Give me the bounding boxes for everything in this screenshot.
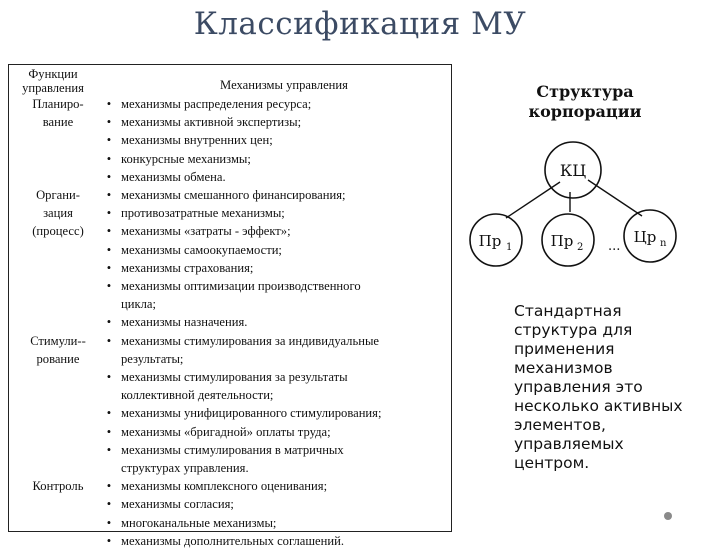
mechanism-text: структурах управления. <box>121 461 249 475</box>
mechanism-text: механизмы комплексного оценивания; <box>121 479 328 494</box>
mechanism-text: механизмы страхования; <box>121 260 254 275</box>
mechanism-text: многоканальные механизмы; <box>121 515 277 530</box>
mechanism-text: механизмы самоокупаемости; <box>121 242 282 257</box>
mechanism-text: цикла; <box>121 297 156 312</box>
node-2-subscript: 2 <box>577 242 584 253</box>
mechanism-text: механизмы назначения. <box>121 315 248 330</box>
function-label: Планиро- <box>32 97 84 111</box>
node-1-label: Пр <box>478 232 502 250</box>
mechanism-text: коллективной деятельности; <box>121 388 274 403</box>
mechanisms-header: Механизмы управления <box>220 78 348 92</box>
mechanism-text: механизмы обмена. <box>121 169 226 184</box>
functions-header-line-2: управления <box>22 81 84 95</box>
mechanism-text: результаты; <box>121 351 184 366</box>
mechanism-text: противозатратные механизмы; <box>121 206 285 221</box>
description-line: несколько активных <box>514 397 683 415</box>
node-n-label: Цр <box>633 228 657 246</box>
function-label: Стимули-- <box>30 333 86 348</box>
structure-title <box>470 82 700 122</box>
mechanism-text: механизмы смешанного финансирования; <box>121 188 346 202</box>
bullet-glyph: • <box>106 533 112 548</box>
function-label: Органи- <box>36 188 80 202</box>
bullet-glyph: • <box>106 188 112 202</box>
structure-description <box>514 302 714 473</box>
mechanism-text: конкурсные механизмы; <box>121 151 251 166</box>
bullet-glyph: • <box>106 133 112 148</box>
bullet-glyph: • <box>106 479 112 494</box>
mechanism-text: механизмы стимулирования в матричных <box>121 442 344 457</box>
mechanism-text: механизмы стимулирования за результаты <box>121 370 348 384</box>
bullet-glyph: • <box>106 406 112 421</box>
bullet-glyph: • <box>106 151 112 166</box>
bullet-glyph: • <box>106 279 112 293</box>
mechanism-text: механизмы распределения ресурса; <box>121 97 312 111</box>
corporation-structure-diagram <box>464 134 704 284</box>
function-label: вание <box>42 115 74 130</box>
mechanism-text: механизмы «бригадной» оплаты труда; <box>121 424 331 439</box>
function-label: Контроль <box>32 479 84 494</box>
bullet-glyph: • <box>106 224 112 239</box>
description-line: управляемых <box>514 435 624 453</box>
bullet-glyph: • <box>106 97 112 111</box>
functions-header-line-1: Функции <box>28 67 78 81</box>
mechanism-text: механизмы «затраты - эффект»; <box>121 224 291 239</box>
mechanism-text: механизмы внутренних цен; <box>121 133 273 148</box>
bullet-glyph: • <box>106 424 112 439</box>
bullet-glyph: • <box>106 497 112 512</box>
bullet-glyph: • <box>106 169 112 184</box>
bullet-glyph: • <box>106 242 112 257</box>
node-2-label: Пр <box>550 232 574 250</box>
bullet-glyph: • <box>106 333 112 348</box>
mechanism-text: механизмы оптимизации производственного <box>121 279 361 293</box>
bullet-glyph: • <box>106 206 112 221</box>
description-line: управления это <box>514 378 643 396</box>
bullet-glyph: • <box>106 315 112 330</box>
center-node-label: КЦ <box>559 161 587 180</box>
description-line: Стандартная <box>514 302 622 320</box>
description-line: центром. <box>514 454 590 472</box>
bullet-glyph: • <box>106 515 112 530</box>
function-label: (процесс) <box>32 224 84 239</box>
functions-header <box>13 67 93 95</box>
description-line: элементов, <box>514 416 606 434</box>
bullet-glyph: • <box>106 370 112 384</box>
description-line: механизмов <box>514 359 613 377</box>
mechanism-text: механизмы дополнительных соглашений. <box>121 533 345 548</box>
mechanism-text: механизмы активной экспертизы; <box>121 115 302 130</box>
node-n-subscript: n <box>660 238 667 249</box>
function-label: зация <box>43 206 73 221</box>
mechanism-text: механизмы согласия; <box>121 497 234 512</box>
bullet-glyph: • <box>106 260 112 275</box>
bullet-glyph: • <box>106 442 112 457</box>
nodes-ellipsis: ... <box>608 239 621 254</box>
mechanisms-table <box>8 64 452 548</box>
structure-title-line-2: корпорации <box>528 102 642 121</box>
node-1-subscript: 1 <box>506 242 513 253</box>
function-label: рование <box>36 351 80 366</box>
bullet-glyph: • <box>106 115 112 130</box>
slide-title: Классификация МУ <box>193 6 527 42</box>
description-line: применения <box>514 340 615 358</box>
structure-title-line-1: Структура <box>536 82 634 101</box>
slide-indicator-dot <box>664 512 672 520</box>
mechanism-text: механизмы стимулирования за индивидуальные <box>121 333 380 348</box>
mechanism-text: механизмы унифицированного стимулирования; <box>121 406 382 421</box>
description-line: структура для <box>514 321 633 339</box>
